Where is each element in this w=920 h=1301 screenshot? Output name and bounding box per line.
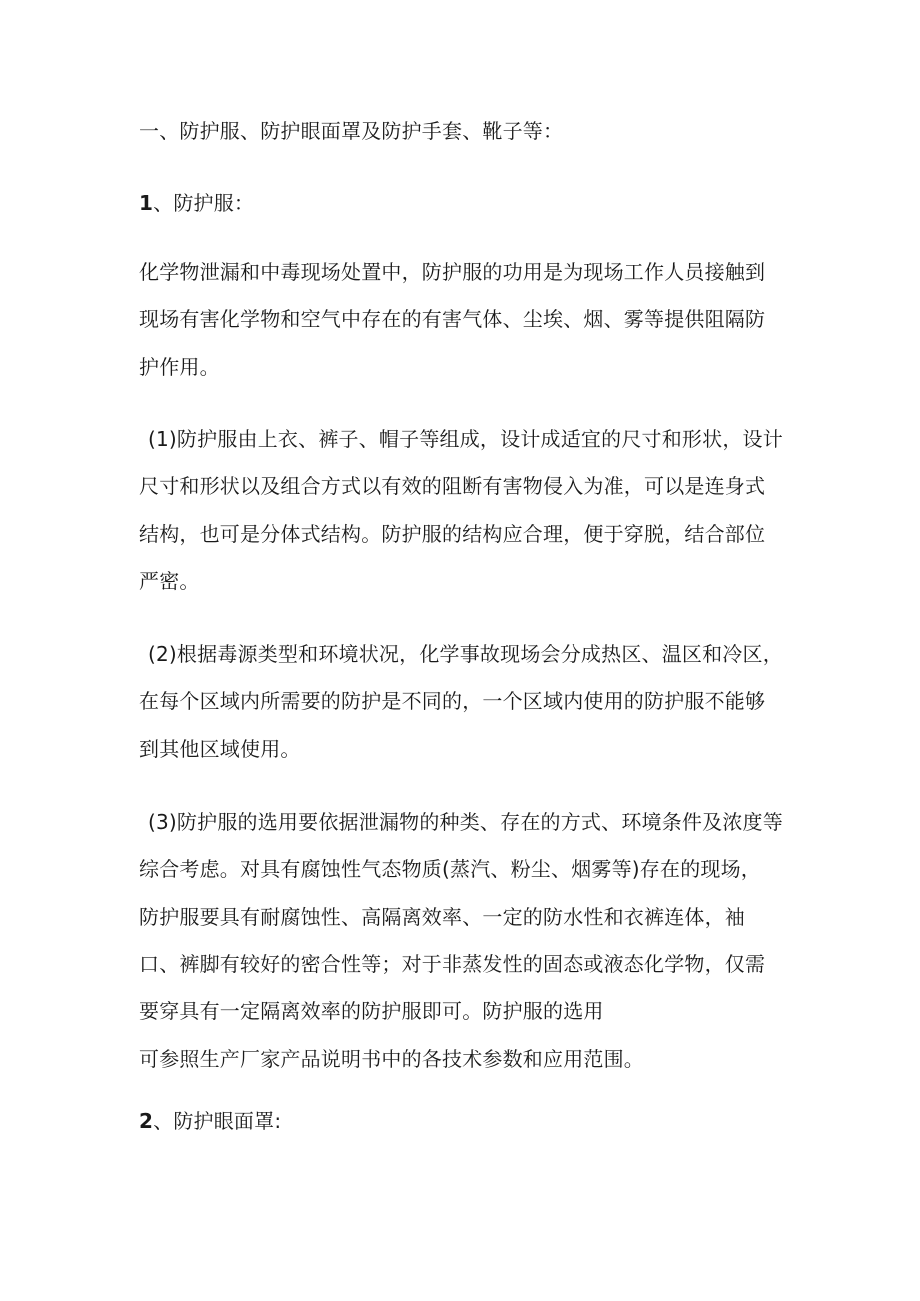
item-3-line-2: 综合考虑。对具有腐蚀性气态物质(蒸汽、粉尘、烟雾等)存在的现场， bbox=[139, 857, 762, 881]
item-1-line-1: (1)防护服由上衣、裤子、帽子等组成，设计成适宜的尺寸和形状，设计 bbox=[148, 427, 783, 451]
section-2-number: 2 bbox=[139, 1109, 154, 1133]
item-1-line-4: 严密。 bbox=[139, 569, 200, 593]
item-1-line-2: 尺寸和形状以及组合方式以有效的阻断有害物侵入为准，可以是连身式 bbox=[139, 474, 766, 498]
section-1-heading bbox=[139, 189, 254, 217]
section-1-intro-line-3: 护作用。 bbox=[139, 355, 220, 379]
section-1-number: 1 bbox=[139, 191, 154, 215]
item-1-line-3: 结构，也可是分体式结构。防护服的结构应合理，便于穿脱，结合部位 bbox=[139, 522, 766, 546]
section-2-heading bbox=[139, 1107, 281, 1135]
item-3-line-4: 口、裤脚有较好的密合性等；对于非蒸发性的固态或液态化学物，仅需 bbox=[139, 952, 766, 976]
item-3-line-5: 要穿具有一定隔离效率的防护服即可。防护服的选用 bbox=[139, 999, 604, 1023]
main-heading: 一、防护服、防护眼面罩及防护手套、靴子等： bbox=[139, 119, 564, 143]
section-1-intro-line-1: 化学物泄漏和中毒现场处置中，防护服的功用是为现场工作人员接触到 bbox=[139, 260, 766, 284]
item-2-line-3: 到其他区域使用。 bbox=[139, 737, 301, 761]
section-2-title: 、防护眼面罩: bbox=[153, 1109, 282, 1133]
section-1-intro-line-2: 现场有害化学物和空气中存在的有害气体、尘埃、烟、雾等提供阻隔防 bbox=[139, 307, 766, 331]
item-2-line-2: 在每个区域内所需要的防护是不同的，一个区域内使用的防护服不能够 bbox=[139, 689, 766, 713]
section-1-title: 、防护服： bbox=[153, 191, 255, 215]
item-3-line-1: (3)防护服的选用要依据泄漏物的种类、存在的方式、环境条件及浓度等 bbox=[148, 810, 783, 834]
item-3-line-3: 防护服要具有耐腐蚀性、高隔离效率、一定的防水性和衣裤连体，袖 bbox=[139, 905, 745, 929]
item-2-line-1: (2)根据毒源类型和环境状况，化学事故现场会分成热区、温区和冷区， bbox=[148, 642, 783, 666]
item-3-line-6: 可参照生产厂家产品说明书中的各技术参数和应用范围。 bbox=[139, 1047, 644, 1071]
